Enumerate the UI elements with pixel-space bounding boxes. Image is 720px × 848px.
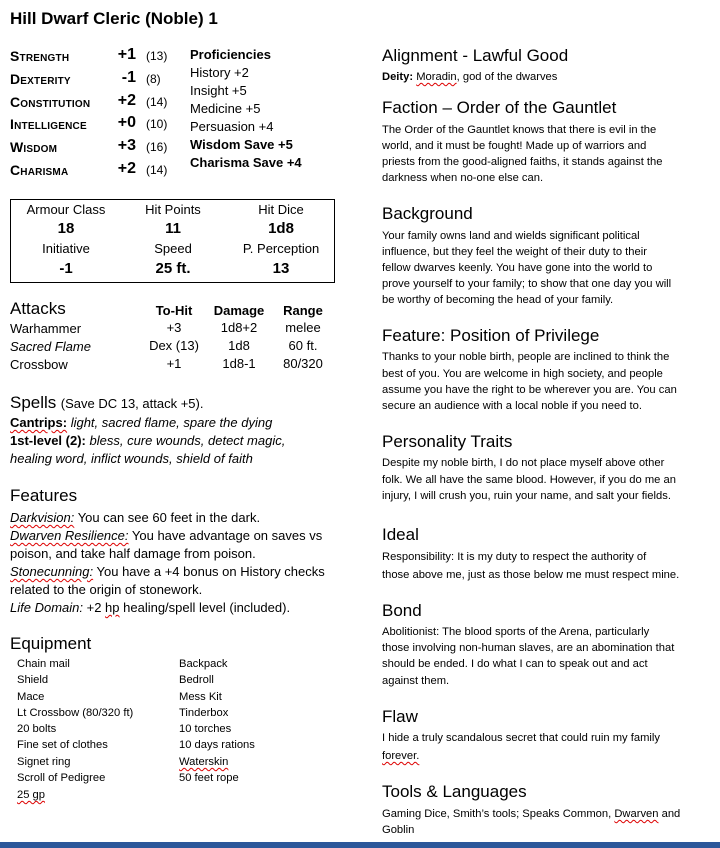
equipment-item: Bedroll [179, 674, 214, 686]
attack-to-hit: +1 [166, 356, 182, 371]
ability-name: Wisdom [10, 139, 58, 155]
cantrips-line [10, 414, 272, 432]
darkvision-text: You can see 60 feet in the dark. [77, 510, 261, 525]
proficiency-item: Persuasion +4 [190, 119, 274, 134]
flaw-line: forever. [382, 750, 420, 762]
faction-line: priests from the good-aligned faiths, it stands against the [382, 156, 663, 168]
ability-score: (13) [146, 49, 168, 63]
hit-dice-value: 1d8 [268, 220, 294, 237]
attack-range: 60 ft. [288, 338, 318, 353]
personality-line: injury, I will crush you, ruin your name, and salt your fields. [382, 490, 671, 502]
to-hit-header: To-Hit [155, 303, 193, 318]
privilege-feature-line: secure an audience with a local noble if you need to. [382, 400, 642, 412]
ability-name: Strength [10, 48, 70, 64]
ability-modifier: +3 [117, 137, 136, 154]
dwarven-language: Dwarven [614, 808, 659, 820]
stonecunning-text-1: You have a +4 bonus on History checks [96, 564, 325, 579]
ability-modifier: -1 [121, 69, 136, 86]
ability-modifier: +2 [117, 160, 136, 177]
speed-label: Speed [154, 241, 192, 256]
tools-heading: Tools & Languages [382, 782, 527, 801]
window-bottom-bar [0, 842, 720, 848]
faction-line: world, and it must be fought! Made up of warriors and [382, 140, 647, 152]
attack-damage: 1d8 [228, 338, 250, 353]
personality-line: folk. We all have the same blood. However, if you do me an [382, 474, 676, 486]
equipment-item: Shield [17, 674, 49, 686]
resilience-text-2: poison, and take half damage from poison. [10, 546, 256, 561]
ideal-line: Responsibility: It is my duty to respect the authority of [382, 551, 647, 563]
first-level-line [10, 432, 285, 450]
stonecunning-label: Stonecunning: [10, 564, 94, 579]
attack-damage: 1d8+2 [220, 320, 258, 335]
equipment-item: Tinderbox [179, 707, 229, 719]
ability-score: (16) [146, 140, 168, 154]
resilience-line [10, 527, 322, 545]
attacks-heading: Attacks [10, 299, 66, 318]
equipment-item: 50 feet rope [179, 772, 239, 784]
faction-line: The Order of the Gauntlet knows that there is evil in the [382, 124, 657, 136]
damage-header: Damage [213, 303, 265, 318]
armour-class-label: Armour Class [26, 202, 106, 217]
darkvision-label: Darkvision: [10, 510, 75, 525]
ability-modifier: +0 [117, 114, 136, 131]
bond-heading: Bond [382, 601, 422, 620]
proficiency-item: Medicine +5 [190, 101, 261, 116]
range-header: Range [283, 303, 323, 318]
cantrips-label: Cantrips: [10, 415, 68, 430]
ability-name: Charisma [10, 162, 69, 178]
ability-score: (10) [146, 117, 168, 131]
ability-score: (14) [146, 163, 168, 177]
proficiencies-heading: Proficiencies [190, 47, 271, 62]
background-heading: Background [382, 204, 473, 223]
tools-text-end: and [658, 808, 681, 820]
ability-score: (14) [146, 95, 168, 109]
background-line: Your family owns land and wields significant political [382, 230, 640, 242]
character-title: Hill Dwarf Cleric (Noble) 1 [10, 9, 218, 28]
cantrips-list: light, sacred flame, spare the dying [70, 415, 273, 430]
flaw-heading: Flaw [382, 707, 418, 726]
privilege-feature-heading: Feature: Position of Privilege [382, 326, 600, 345]
hit-points-value: 11 [165, 220, 181, 237]
personality-line: Despite my noble birth, I do not place myself above other [382, 457, 665, 469]
stonecunning-text-2: related to the origin of stonework. [10, 582, 203, 597]
attack-name: Sacred Flame [10, 339, 91, 354]
ability-name: Constitution [10, 94, 91, 110]
equipment-item: Chain mail [17, 658, 70, 670]
proficiency-item: Wisdom Save +5 [190, 137, 293, 152]
equipment-item: 20 bolts [17, 723, 57, 735]
passive-perception-label: P. Perception [242, 241, 320, 256]
initiative-label: Initiative [42, 241, 90, 256]
proficiency-item: Charisma Save +4 [190, 155, 302, 170]
flaw-line: I hide a truly scandalous secret that could ruin my family [382, 732, 660, 744]
resilience-text-1: You have advantage on saves vs [131, 528, 323, 543]
combat-stats-box [10, 199, 335, 283]
ideal-line: those above me, just as those below me must respect mine. [382, 569, 680, 581]
ideal-heading: Ideal [382, 525, 419, 544]
darkvision-line [10, 509, 260, 527]
spells-heading-line [10, 393, 203, 413]
attack-range: 80/320 [283, 356, 323, 371]
attack-range: melee [285, 320, 321, 335]
background-line: influence, but they feel the weight of their duty to their [382, 246, 647, 258]
attack-name: Warhammer [10, 321, 82, 336]
deity-label: Deity: [382, 71, 414, 83]
bond-line: those involving non-human slaves, are an abomination that [382, 642, 675, 654]
proficiency-item: History +2 [190, 65, 249, 80]
stonecunning-line [10, 563, 325, 581]
privilege-feature-line: best of you. You are welcome in high society, and people [382, 368, 663, 380]
equipment-item-text: Lt Crossbow (80/320 ft) [17, 707, 134, 719]
spells-note: (Save DC 13, attack +5). [60, 396, 204, 411]
equipment-item [17, 707, 133, 719]
attack-to-hit: +3 [166, 320, 182, 335]
deity-name: Moradin [416, 71, 457, 83]
passive-perception-value: 13 [272, 260, 290, 277]
bond-line: Abolitionist: The blood sports of the Arena, particularly [382, 626, 650, 638]
tools-text: Gaming Dice, Smith’s tools; Speaks Common, [382, 808, 615, 820]
personality-heading: Personality Traits [382, 432, 513, 451]
hit-dice-label: Hit Dice [258, 202, 304, 217]
spells-heading: Spells [10, 393, 57, 412]
equipment-item: 10 days rations [179, 739, 255, 751]
background-line: be worthy of becoming the head of your family. [382, 294, 614, 306]
life-domain-line [10, 599, 290, 617]
resilience-label: Dwarven Resilience: [10, 528, 129, 543]
faction-heading: Faction – Order of the Gauntlet [382, 98, 617, 117]
equipment-item: Backpack [179, 658, 228, 670]
equipment-item: 25 gp [17, 789, 45, 801]
life-domain-label: Life Domain: [10, 600, 83, 615]
initiative-value: -1 [59, 260, 73, 277]
background-line: fellow dwarves keenly. You have gone into the world to [382, 262, 653, 274]
bond-line: should be ended. I do what I can to speak out and act [382, 658, 648, 670]
attack-name: Crossbow [10, 357, 68, 372]
speed-value: 25 ft. [155, 260, 191, 277]
life-domain-post: healing/spell level (included). [119, 600, 291, 615]
armour-class-value: 18 [57, 220, 75, 237]
faction-line: darkness when no-one else can. [382, 172, 544, 184]
equipment-item: Signet ring [17, 756, 71, 768]
tools-line-2: Goblin [382, 824, 415, 836]
privilege-feature-line: Thanks to your noble birth, people are inclined to think the [382, 351, 670, 363]
first-level-list-2: healing word, inflict wounds, shield of faith [10, 451, 253, 466]
hit-points-label: Hit Points [145, 202, 201, 217]
ability-name: Dexterity [10, 71, 71, 87]
features-heading: Features [10, 486, 78, 505]
equipment-item: Scroll of Pedigree [17, 772, 106, 784]
equipment-item: Mess Kit [179, 691, 222, 703]
equipment-item: Fine set of clothes [17, 739, 108, 751]
equipment-item: 10 torches [179, 723, 232, 735]
ability-modifier: +1 [117, 46, 136, 63]
life-domain-pre: +2 [86, 600, 106, 615]
ability-name: Intelligence [10, 116, 87, 132]
equipment-heading: Equipment [10, 634, 92, 653]
attack-damage: 1d8-1 [222, 356, 256, 371]
equipment-item: Mace [17, 691, 45, 703]
first-level-list-1: bless, cure wounds, detect magic, [89, 433, 286, 448]
first-level-label: 1st-level (2): [10, 433, 86, 448]
equipment-item: Waterskin [179, 756, 229, 768]
tools-line [382, 806, 680, 822]
proficiency-item: Insight +5 [190, 83, 247, 98]
deity-line [382, 69, 557, 85]
ability-modifier: +2 [117, 92, 136, 109]
privilege-feature-line: assume you have the right to be wherever you are. You can [382, 384, 677, 396]
deity-description: , god of the dwarves [456, 71, 558, 83]
background-line: prove yourself to your family; to show that one day you will [382, 278, 672, 290]
alignment-heading: Alignment - Lawful Good [382, 46, 569, 65]
life-domain-hp: hp [105, 600, 120, 615]
ability-score: (8) [146, 72, 161, 86]
bond-line: against them. [382, 675, 450, 687]
attack-to-hit: Dex (13) [149, 338, 199, 353]
